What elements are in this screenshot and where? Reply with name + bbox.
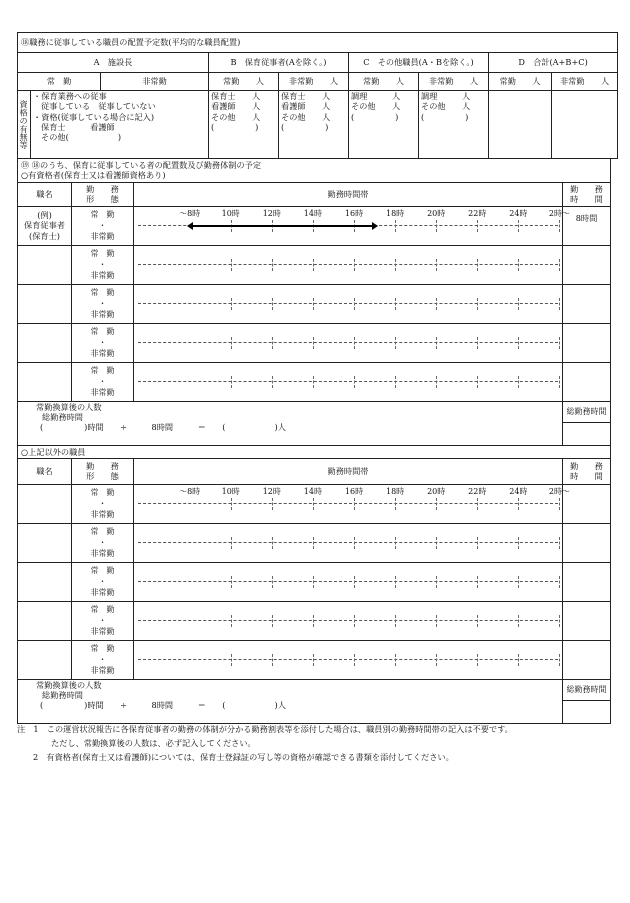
- timebar[interactable]: [134, 641, 562, 679]
- soukinmu-label: 総勤務時間: [42, 411, 83, 422]
- hour-tick: [477, 337, 478, 349]
- hour-tick: [559, 298, 560, 310]
- hour-tick: [395, 498, 396, 510]
- col-shokumei: 職名: [18, 182, 72, 206]
- hour-tick: [395, 376, 396, 388]
- hour-tick: [354, 337, 355, 349]
- timebar[interactable]: [134, 363, 562, 401]
- hour-tick: [559, 654, 560, 666]
- a-line-2: 従事している 従事していない: [41, 101, 156, 112]
- example-hours: 8時間: [563, 206, 611, 245]
- note-2: 2 有資格者(保育士又は看護師)については、保育士登録証の写し等の資格が確認できる書類を添付してください。: [33, 752, 454, 762]
- kinmu-cell[interactable]: 常 勤 ・ 非常勤: [72, 523, 134, 562]
- c-joukin-l2: その他 人: [351, 101, 401, 112]
- time-dashed-line: [138, 620, 558, 621]
- staff-form: [17, 32, 611, 724]
- b-joukin-l1: 保育士 人: [211, 91, 261, 101]
- kinmu-cell[interactable]: 常 勤 ・ 非常勤: [72, 484, 134, 523]
- qualified-schedule-table: [17, 182, 611, 446]
- hours-cell[interactable]: [563, 601, 611, 640]
- hour-label: 24時: [509, 208, 528, 218]
- hour-tick: [231, 576, 232, 588]
- d-joukin: 常勤 人: [489, 73, 552, 91]
- a-line-3: ・資格(従事している場合に記入): [33, 111, 155, 122]
- b-joukin-l4: ( ): [211, 121, 259, 132]
- hour-tick: [272, 498, 273, 510]
- hour-tick: [518, 259, 519, 271]
- hour-tick: [354, 376, 355, 388]
- hour-tick: [518, 376, 519, 388]
- hour-tick: [436, 537, 437, 549]
- hour-tick: [313, 615, 314, 627]
- hours-cell[interactable]: [563, 523, 611, 562]
- hours-cell[interactable]: [563, 245, 611, 284]
- hour-tick: [231, 615, 232, 627]
- hour-tick: [313, 654, 314, 666]
- hour-tick: [313, 537, 314, 549]
- col-d-header: D 合計(A+B+C): [489, 53, 618, 73]
- hour-tick: [395, 337, 396, 349]
- hour-tick: [272, 576, 273, 588]
- hour-tick: [436, 337, 437, 349]
- hour-tick: [313, 337, 314, 349]
- hour-tick: [395, 654, 396, 666]
- c-hijoukin: 非常勤 人: [419, 73, 489, 91]
- hour-tick: [354, 576, 355, 588]
- time-dashed-line: [138, 303, 558, 304]
- kanzan-label: 常勤換算後の人数: [36, 679, 102, 690]
- hour-tick: [436, 259, 437, 271]
- time-dashed-line: [138, 342, 558, 343]
- col-time: 勤務時間帯: [134, 182, 563, 206]
- a-hijoukin: 非常勤: [101, 73, 209, 91]
- col-time-2: 勤務時間帯: [134, 458, 563, 484]
- col-a-header: A 施設長: [18, 53, 209, 73]
- sec19-sub2: ○上記以外の職員: [17, 446, 611, 458]
- a-line-5: その他( ): [41, 132, 122, 142]
- hour-tick: [477, 615, 478, 627]
- hour-label: 2時～: [548, 486, 570, 496]
- hour-tick: [518, 220, 519, 232]
- hour-tick: [272, 259, 273, 271]
- a-line-4: 保育士 看護師: [41, 121, 115, 132]
- time-dashed-line: [138, 581, 558, 582]
- timebar[interactable]: [134, 563, 562, 601]
- hour-tick: [313, 576, 314, 588]
- hour-label: ～8時: [179, 486, 201, 496]
- a-joukin: 常 勤: [18, 73, 101, 91]
- sec18-title: ⑱職務に従事している職員の配置予定数(平均的な職員配置): [18, 33, 618, 53]
- a-line-1: ・保育業務への従事: [33, 91, 107, 101]
- formula: ( )時間 ÷ 8時間 ＝ ( )人: [40, 700, 286, 711]
- c-hijoukin-l1: 調理 人: [421, 91, 471, 101]
- hour-tick: [231, 298, 232, 310]
- c-hijoukin-l3: ( ): [421, 111, 469, 122]
- d-hijoukin-cell[interactable]: [552, 91, 618, 159]
- shift-arrow: [190, 225, 375, 227]
- col-keitai-1: 勤 務: [86, 183, 119, 194]
- hour-tick: [354, 298, 355, 310]
- b-joukin-l2: 看護師 人: [211, 101, 261, 112]
- col-c-header: C その他職員(A・Bを除く。): [349, 53, 489, 73]
- hour-tick: [272, 654, 273, 666]
- time-dashed-line: [138, 381, 558, 382]
- col-keitai-1: 勤 務: [86, 461, 119, 471]
- hour-tick: [518, 337, 519, 349]
- hour-tick: [231, 498, 232, 510]
- hour-tick: [559, 576, 560, 588]
- col-keitai-2: 形 態: [86, 194, 119, 204]
- hour-tick: [477, 654, 478, 666]
- hour-label: 14時: [303, 486, 322, 496]
- hour-tick: [231, 259, 232, 271]
- timebar[interactable]: [134, 324, 562, 362]
- hour-tick: [272, 298, 273, 310]
- hour-tick: [518, 615, 519, 627]
- shokumei-cell[interactable]: [18, 640, 72, 679]
- kinmu-cell[interactable]: 常 勤 ・ 非常勤: [72, 284, 134, 323]
- hour-label: 18時: [385, 208, 405, 218]
- soukinmu-jikan-label: 総勤務時間: [563, 402, 610, 423]
- c-joukin: 常勤 人: [349, 73, 419, 91]
- hour-tick: [313, 498, 314, 510]
- col-b-header: B 保育従事者(Aを除く。): [209, 53, 349, 73]
- hour-label: 14時: [303, 208, 322, 218]
- hour-tick: [559, 537, 560, 549]
- hour-tick: [436, 576, 437, 588]
- qualification-side-label: 資格の有無等: [19, 99, 30, 150]
- hour-tick: [436, 615, 437, 627]
- hour-tick: [231, 537, 232, 549]
- hour-tick: [272, 537, 273, 549]
- col-shokumei-2: 職名: [18, 458, 72, 484]
- other-schedule-table: [17, 458, 611, 724]
- hour-tick: [477, 537, 478, 549]
- kinmu-cell[interactable]: 常 勤 ・ 非常勤: [72, 601, 134, 640]
- hour-label: 16時: [344, 486, 364, 496]
- notes: [17, 722, 617, 764]
- hour-tick: [395, 615, 396, 627]
- sec19-title: ⑲ ⑱のうち、保育に従事している者の配置数及び勤務体制の予定: [21, 160, 262, 170]
- shokumei-cell[interactable]: [18, 362, 72, 401]
- hour-tick: [518, 298, 519, 310]
- hour-tick: [477, 259, 478, 271]
- hour-label: 10時: [221, 208, 240, 218]
- shokumei-cell[interactable]: [18, 601, 72, 640]
- hour-label: 16時: [344, 208, 364, 218]
- b-hijoukin-l2: 看護師 人: [281, 101, 331, 112]
- hour-label: 20時: [427, 208, 446, 218]
- hour-tick: [559, 376, 560, 388]
- hour-tick: [518, 537, 519, 549]
- hour-tick: [272, 337, 273, 349]
- hour-tick: [477, 220, 478, 232]
- hour-tick: [436, 220, 437, 232]
- hour-tick: [354, 615, 355, 627]
- kinmu-cell[interactable]: 常 勤 ・ 非常勤: [72, 640, 134, 679]
- shokumei-cell[interactable]: [18, 523, 72, 562]
- hour-tick: [313, 259, 314, 271]
- b-hijoukin-l1: 保育士 人: [281, 91, 331, 101]
- hour-tick: [518, 654, 519, 666]
- hour-label: ～8時: [179, 208, 201, 218]
- kinmu-cell: 常 勤 ・ 非常勤: [72, 206, 134, 245]
- hour-tick: [436, 498, 437, 510]
- shokumei-cell[interactable]: [18, 245, 72, 284]
- staff-placement-table: [17, 32, 618, 159]
- timebar[interactable]: [134, 524, 562, 562]
- hour-tick: [272, 376, 273, 388]
- hour-tick: [395, 259, 396, 271]
- hour-tick: [395, 298, 396, 310]
- c-joukin-l1: 調理 人: [351, 91, 401, 101]
- col-hours-2: 時 間: [570, 471, 603, 482]
- hour-tick: [477, 498, 478, 510]
- c-joukin-l3: ( ): [351, 111, 399, 122]
- formula: ( )時間 ÷ 8時間 ＝ ( )人: [40, 422, 286, 432]
- shokumei-cell[interactable]: [18, 484, 72, 523]
- hour-tick: [354, 259, 355, 271]
- b-joukin: 常勤 人: [209, 73, 279, 91]
- shokumei-cell[interactable]: [18, 562, 72, 601]
- hour-tick: [354, 537, 355, 549]
- hour-tick: [313, 376, 314, 388]
- hour-tick: [231, 654, 232, 666]
- timebar[interactable]: [134, 285, 562, 323]
- hour-label: 24時: [509, 486, 528, 496]
- time-dashed-line: [138, 264, 558, 265]
- hour-tick: [354, 498, 355, 510]
- hour-tick: [436, 654, 437, 666]
- hour-tick: [559, 220, 560, 232]
- hour-tick: [436, 298, 437, 310]
- hour-tick: [477, 376, 478, 388]
- hour-tick: [559, 337, 560, 349]
- timebar-example: [134, 207, 570, 245]
- c-hijoukin-l2: その他 人: [421, 101, 471, 112]
- timebar[interactable]: [134, 602, 562, 640]
- col-keitai-2: 形 態: [86, 471, 119, 482]
- hours-cell[interactable]: [563, 284, 611, 323]
- hour-tick: [518, 576, 519, 588]
- d-hijoukin: 非常勤 人: [552, 73, 618, 91]
- hour-tick: [395, 220, 396, 232]
- kinmu-cell[interactable]: 常 勤 ・ 非常勤: [72, 362, 134, 401]
- sec19-sub1: ○有資格者(保育士又は看護師資格あり): [21, 170, 166, 181]
- time-dashed-line: [138, 542, 558, 543]
- hour-tick: [559, 259, 560, 271]
- hour-label: 22時: [468, 486, 487, 496]
- note-1b: ただし、常勤換算後の人数は、必ず記入してください。: [51, 738, 256, 748]
- col-hours-2: 時 間: [570, 194, 603, 204]
- hour-tick: [231, 337, 232, 349]
- note-1: 注 1 この運営状況報告に各保育従事者の勤務の体制が分かる勤務割表等を添付した場合は、職員別の勤務時間帯の記入は不要です。: [17, 724, 513, 734]
- col-hours-1: 勤 務: [570, 461, 603, 471]
- hours-cell[interactable]: [563, 362, 611, 401]
- shokumei-cell[interactable]: [18, 284, 72, 323]
- time-dashed-line: [138, 659, 558, 660]
- soukinmu-jikan-label: 総勤務時間: [563, 680, 610, 701]
- hour-tick: [354, 654, 355, 666]
- timebar[interactable]: [134, 485, 570, 523]
- hour-label: 12時: [262, 486, 281, 496]
- hour-tick: [313, 298, 314, 310]
- hour-tick: [231, 376, 232, 388]
- hour-tick: [559, 498, 560, 510]
- hour-label: 22時: [468, 208, 487, 218]
- kinmu-cell[interactable]: 常 勤 ・ 非常勤: [72, 562, 134, 601]
- example-label: (例) 保育従事者 (保育士): [18, 206, 72, 245]
- kinmu-cell[interactable]: 常 勤 ・ 非常勤: [72, 245, 134, 284]
- b-hijoukin-l4: ( ): [281, 121, 329, 132]
- col-hours-1: 勤 務: [570, 183, 603, 194]
- timebar[interactable]: [134, 246, 562, 284]
- hour-label: 10時: [221, 486, 240, 496]
- b-joukin-l3: その他 人: [211, 111, 261, 122]
- kanzan-label: 常勤換算後の人数: [36, 401, 102, 412]
- hour-tick: [395, 537, 396, 549]
- hour-tick: [395, 576, 396, 588]
- hour-label: 18時: [385, 486, 405, 496]
- b-hijoukin-l3: その他 人: [281, 111, 331, 122]
- hours-cell[interactable]: [563, 562, 611, 601]
- hour-label: 2時～: [548, 208, 570, 218]
- hour-tick: [477, 576, 478, 588]
- hours-cell[interactable]: [563, 640, 611, 679]
- kinmu-cell[interactable]: 常 勤 ・ 非常勤: [72, 323, 134, 362]
- hour-tick: [272, 615, 273, 627]
- d-joukin-cell[interactable]: [489, 91, 552, 159]
- hour-tick: [436, 376, 437, 388]
- hour-tick: [518, 498, 519, 510]
- hours-cell[interactable]: [563, 323, 611, 362]
- hour-tick: [477, 298, 478, 310]
- b-hijoukin: 非常勤 人: [279, 73, 349, 91]
- time-dashed-line: [138, 503, 558, 504]
- hour-label: 12時: [262, 208, 281, 218]
- hour-tick: [559, 615, 560, 627]
- shokumei-cell[interactable]: [18, 323, 72, 362]
- hour-label: 20時: [427, 486, 446, 496]
- soukinmu-label: 総勤務時間: [42, 690, 83, 700]
